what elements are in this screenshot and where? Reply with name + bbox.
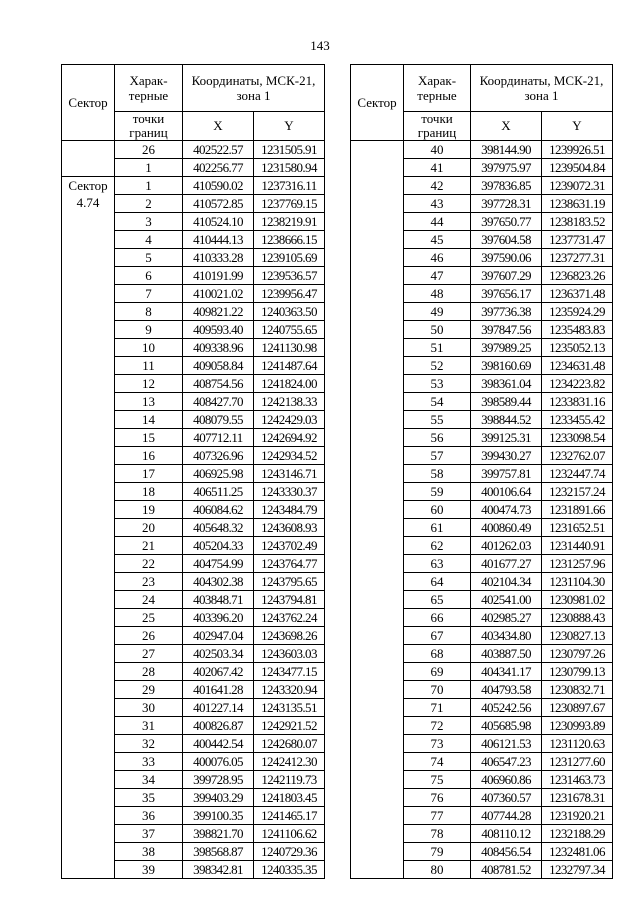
header-coordinates: Координаты, МСК-21, зона 1 [471, 65, 613, 112]
coordinate-x: 408427.70 [183, 393, 254, 411]
coordinate-x: 410572.85 [183, 195, 254, 213]
point-number: 31 [115, 717, 183, 735]
coordinate-x: 407744.28 [471, 807, 542, 825]
coordinate-x: 410191.99 [183, 267, 254, 285]
coordinate-y: 1242412.30 [254, 753, 325, 771]
header-sector: Сектор [62, 65, 115, 141]
coordinate-x: 397656.17 [471, 285, 542, 303]
coordinate-x: 403887.50 [471, 645, 542, 663]
coordinate-y: 1243484.79 [254, 501, 325, 519]
coordinate-x: 397728.31 [471, 195, 542, 213]
coordinate-y: 1243698.26 [254, 627, 325, 645]
coordinate-x: 397604.58 [471, 231, 542, 249]
coordinate-x: 402522.57 [183, 141, 254, 159]
coordinate-x: 403848.71 [183, 591, 254, 609]
point-number: 26 [115, 627, 183, 645]
coordinate-y: 1231891.66 [542, 501, 613, 519]
point-number: 3 [115, 213, 183, 231]
coordinate-x: 397975.97 [471, 159, 542, 177]
coordinate-x: 400106.64 [471, 483, 542, 501]
point-number: 13 [115, 393, 183, 411]
point-number: 63 [404, 555, 471, 573]
coordinate-y: 1240755.65 [254, 321, 325, 339]
coordinate-y: 1243795.65 [254, 573, 325, 591]
header-points-top: Харак-терные [404, 65, 471, 112]
point-number: 19 [115, 501, 183, 519]
point-number: 67 [404, 627, 471, 645]
coordinate-x: 409593.40 [183, 321, 254, 339]
coordinate-x: 408781.52 [471, 861, 542, 879]
coordinate-x: 399728.95 [183, 771, 254, 789]
coordinate-y: 1239956.47 [254, 285, 325, 303]
point-number: 76 [404, 789, 471, 807]
coordinate-y: 1231678.31 [542, 789, 613, 807]
point-number: 74 [404, 753, 471, 771]
coordinate-y: 1239072.31 [542, 177, 613, 195]
coordinate-y: 1235924.29 [542, 303, 613, 321]
coordinate-y: 1238631.19 [542, 195, 613, 213]
coordinate-y: 1231920.21 [542, 807, 613, 825]
coordinate-y: 1232481.06 [542, 843, 613, 861]
coordinate-x: 402541.00 [471, 591, 542, 609]
point-number: 51 [404, 339, 471, 357]
coordinate-x: 403396.20 [183, 609, 254, 627]
coordinate-y: 1241803.45 [254, 789, 325, 807]
point-number: 69 [404, 663, 471, 681]
coordinate-y: 1230888.43 [542, 609, 613, 627]
coordinate-x: 397847.56 [471, 321, 542, 339]
point-number: 77 [404, 807, 471, 825]
coordinate-y: 1230832.71 [542, 681, 613, 699]
coordinate-x: 408079.55 [183, 411, 254, 429]
coordinate-x: 399430.27 [471, 447, 542, 465]
point-number: 23 [115, 573, 183, 591]
coordinate-x: 402067.42 [183, 663, 254, 681]
point-number: 48 [404, 285, 471, 303]
point-number: 80 [404, 861, 471, 879]
header-sector: Сектор [351, 65, 404, 141]
coordinates-table-right [350, 64, 613, 879]
point-number: 38 [115, 843, 183, 861]
sector-cell-empty [351, 141, 404, 879]
point-number: 39 [115, 861, 183, 879]
point-number: 43 [404, 195, 471, 213]
coordinate-y: 1230799.13 [542, 663, 613, 681]
coordinate-y: 1238219.91 [254, 213, 325, 231]
coordinate-y: 1241824.00 [254, 375, 325, 393]
coordinate-y: 1239504.84 [542, 159, 613, 177]
coordinate-x: 402256.77 [183, 159, 254, 177]
point-number: 1 [115, 159, 183, 177]
coordinate-y: 1231120.63 [542, 735, 613, 753]
point-number: 18 [115, 483, 183, 501]
point-number: 54 [404, 393, 471, 411]
coordinate-y: 1235052.13 [542, 339, 613, 357]
coordinate-x: 403434.80 [471, 627, 542, 645]
point-number: 24 [115, 591, 183, 609]
coordinate-y: 1235483.83 [542, 321, 613, 339]
point-number: 79 [404, 843, 471, 861]
point-number: 21 [115, 537, 183, 555]
coordinate-y: 1243330.37 [254, 483, 325, 501]
coordinate-y: 1243135.51 [254, 699, 325, 717]
coordinate-x: 405204.33 [183, 537, 254, 555]
coordinate-x: 404302.38 [183, 573, 254, 591]
point-number: 45 [404, 231, 471, 249]
coordinate-x: 402985.27 [471, 609, 542, 627]
coordinate-y: 1230993.89 [542, 717, 613, 735]
point-number: 26 [115, 141, 183, 159]
coordinate-y: 1232762.07 [542, 447, 613, 465]
point-number: 16 [115, 447, 183, 465]
coordinate-y: 1231440.91 [542, 537, 613, 555]
coordinate-x: 406121.53 [471, 735, 542, 753]
point-number: 15 [115, 429, 183, 447]
coordinate-x: 398568.87 [183, 843, 254, 861]
point-number: 35 [115, 789, 183, 807]
point-number: 44 [404, 213, 471, 231]
coordinate-x: 399403.29 [183, 789, 254, 807]
point-number: 42 [404, 177, 471, 195]
coordinate-x: 397607.29 [471, 267, 542, 285]
coordinate-x: 398160.69 [471, 357, 542, 375]
coordinate-y: 1238666.15 [254, 231, 325, 249]
header-coordinates: Координаты, МСК-21, зона 1 [183, 65, 325, 112]
point-number: 58 [404, 465, 471, 483]
coordinate-y: 1239536.57 [254, 267, 325, 285]
point-number: 8 [115, 303, 183, 321]
coordinate-x: 397736.38 [471, 303, 542, 321]
coordinate-x: 404341.17 [471, 663, 542, 681]
point-number: 55 [404, 411, 471, 429]
coordinate-x: 410021.02 [183, 285, 254, 303]
coordinate-x: 400076.05 [183, 753, 254, 771]
coordinate-x: 398589.44 [471, 393, 542, 411]
coordinate-y: 1243762.24 [254, 609, 325, 627]
coordinate-y: 1233098.54 [542, 429, 613, 447]
coordinate-x: 408456.54 [471, 843, 542, 861]
coordinate-y: 1240363.50 [254, 303, 325, 321]
header-points-bottom: точки границ [115, 112, 183, 141]
coordinate-y: 1231104.30 [542, 573, 613, 591]
point-number: 9 [115, 321, 183, 339]
coordinate-y: 1232188.29 [542, 825, 613, 843]
coordinate-x: 408110.12 [471, 825, 542, 843]
point-number: 68 [404, 645, 471, 663]
point-number: 50 [404, 321, 471, 339]
coordinate-y: 1233455.42 [542, 411, 613, 429]
point-number: 6 [115, 267, 183, 285]
coordinate-y: 1243320.94 [254, 681, 325, 699]
point-number: 1 [115, 177, 183, 195]
coordinates-table-left [61, 64, 325, 879]
coordinate-y: 1242694.92 [254, 429, 325, 447]
point-number: 17 [115, 465, 183, 483]
coordinate-x: 409058.84 [183, 357, 254, 375]
coordinate-x: 406960.86 [471, 771, 542, 789]
coordinate-y: 1234223.82 [542, 375, 613, 393]
coordinate-x: 400860.49 [471, 519, 542, 537]
coordinate-y: 1237277.31 [542, 249, 613, 267]
header-points-bottom: точки границ [404, 112, 471, 141]
coordinate-x: 397590.06 [471, 249, 542, 267]
coordinate-x: 401262.03 [471, 537, 542, 555]
coordinate-x: 398361.04 [471, 375, 542, 393]
coordinate-y: 1239105.69 [254, 249, 325, 267]
table-row [62, 141, 325, 159]
coordinate-y: 1243702.49 [254, 537, 325, 555]
coordinate-x: 408754.56 [183, 375, 254, 393]
coordinate-x: 410524.10 [183, 213, 254, 231]
coordinate-y: 1242429.03 [254, 411, 325, 429]
coordinate-y: 1242138.33 [254, 393, 325, 411]
coordinate-y: 1230827.13 [542, 627, 613, 645]
point-number: 32 [115, 735, 183, 753]
point-number: 70 [404, 681, 471, 699]
coordinate-y: 1240335.35 [254, 861, 325, 879]
coordinate-x: 401641.28 [183, 681, 254, 699]
point-number: 61 [404, 519, 471, 537]
coordinate-x: 404793.58 [471, 681, 542, 699]
coordinate-y: 1243146.71 [254, 465, 325, 483]
coordinate-y: 1242680.07 [254, 735, 325, 753]
point-number: 73 [404, 735, 471, 753]
point-number: 29 [115, 681, 183, 699]
coordinate-y: 1241130.98 [254, 339, 325, 357]
coordinate-y: 1232157.24 [542, 483, 613, 501]
coordinate-y: 1238183.52 [542, 213, 613, 231]
coordinate-y: 1242934.52 [254, 447, 325, 465]
coordinate-x: 398144.90 [471, 141, 542, 159]
coordinate-y: 1242119.73 [254, 771, 325, 789]
point-number: 64 [404, 573, 471, 591]
coordinate-x: 410590.02 [183, 177, 254, 195]
point-number: 7 [115, 285, 183, 303]
point-number: 40 [404, 141, 471, 159]
header-x: X [183, 112, 254, 141]
coordinate-y: 1243794.81 [254, 591, 325, 609]
coordinate-y: 1231580.94 [254, 159, 325, 177]
coordinate-x: 400442.54 [183, 735, 254, 753]
point-number: 72 [404, 717, 471, 735]
point-number: 46 [404, 249, 471, 267]
coordinate-x: 407326.96 [183, 447, 254, 465]
coordinate-y: 1231257.96 [542, 555, 613, 573]
coordinate-y: 1234631.48 [542, 357, 613, 375]
coordinate-x: 409338.96 [183, 339, 254, 357]
coordinate-y: 1231505.91 [254, 141, 325, 159]
point-number: 75 [404, 771, 471, 789]
coordinate-y: 1232797.34 [542, 861, 613, 879]
coordinate-x: 397650.77 [471, 213, 542, 231]
point-number: 27 [115, 645, 183, 663]
coordinate-y: 1230797.26 [542, 645, 613, 663]
page-number: 143 [310, 38, 330, 53]
point-number: 30 [115, 699, 183, 717]
coordinate-x: 400474.73 [471, 501, 542, 519]
point-number: 49 [404, 303, 471, 321]
coordinate-x: 406925.98 [183, 465, 254, 483]
coordinate-x: 399757.81 [471, 465, 542, 483]
coordinate-y: 1233831.16 [542, 393, 613, 411]
point-number: 2 [115, 195, 183, 213]
coordinate-y: 1237769.15 [254, 195, 325, 213]
coordinate-x: 402947.04 [183, 627, 254, 645]
coordinate-y: 1241465.17 [254, 807, 325, 825]
point-number: 47 [404, 267, 471, 285]
coordinate-x: 398821.70 [183, 825, 254, 843]
coordinate-y: 1241487.64 [254, 357, 325, 375]
coordinate-x: 402104.34 [471, 573, 542, 591]
coordinate-x: 404754.99 [183, 555, 254, 573]
coordinate-y: 1231652.51 [542, 519, 613, 537]
point-number: 65 [404, 591, 471, 609]
coordinate-y: 1231463.73 [542, 771, 613, 789]
coordinate-x: 410444.13 [183, 231, 254, 249]
coordinate-x: 410333.28 [183, 249, 254, 267]
header-y: Y [254, 112, 325, 141]
point-number: 37 [115, 825, 183, 843]
coordinate-x: 400826.87 [183, 717, 254, 735]
point-number: 33 [115, 753, 183, 771]
point-number: 71 [404, 699, 471, 717]
coordinate-y: 1243764.77 [254, 555, 325, 573]
coordinate-y: 1242921.52 [254, 717, 325, 735]
coordinate-x: 401227.14 [183, 699, 254, 717]
point-number: 62 [404, 537, 471, 555]
coordinate-y: 1231277.60 [542, 753, 613, 771]
point-number: 34 [115, 771, 183, 789]
point-number: 59 [404, 483, 471, 501]
point-number: 14 [115, 411, 183, 429]
point-number: 36 [115, 807, 183, 825]
point-number: 41 [404, 159, 471, 177]
point-number: 12 [115, 375, 183, 393]
sector-cell-empty [62, 141, 115, 177]
point-number: 25 [115, 609, 183, 627]
point-number: 78 [404, 825, 471, 843]
point-number: 52 [404, 357, 471, 375]
header-x: X [471, 112, 542, 141]
point-number: 60 [404, 501, 471, 519]
coordinate-y: 1237316.11 [254, 177, 325, 195]
coordinate-x: 405685.98 [471, 717, 542, 735]
table-row [62, 177, 325, 195]
coordinate-y: 1236823.26 [542, 267, 613, 285]
coordinate-y: 1236371.48 [542, 285, 613, 303]
coordinate-y: 1239926.51 [542, 141, 613, 159]
coordinate-x: 397989.25 [471, 339, 542, 357]
sector-label: Сектор 4.74 [62, 177, 115, 879]
point-number: 66 [404, 609, 471, 627]
point-number: 20 [115, 519, 183, 537]
coordinate-y: 1230981.02 [542, 591, 613, 609]
coordinate-x: 398844.52 [471, 411, 542, 429]
header-points-top: Харак-терные [115, 65, 183, 112]
coordinate-x: 401677.27 [471, 555, 542, 573]
table-row [351, 141, 613, 159]
point-number: 57 [404, 447, 471, 465]
coordinate-x: 398342.81 [183, 861, 254, 879]
coordinate-y: 1243477.15 [254, 663, 325, 681]
coordinate-x: 407712.11 [183, 429, 254, 447]
point-number: 11 [115, 357, 183, 375]
coordinate-y: 1241106.62 [254, 825, 325, 843]
point-number: 22 [115, 555, 183, 573]
coordinate-y: 1232447.74 [542, 465, 613, 483]
header-y: Y [542, 112, 613, 141]
coordinate-y: 1240729.36 [254, 843, 325, 861]
coordinate-x: 406511.25 [183, 483, 254, 501]
point-number: 10 [115, 339, 183, 357]
point-number: 28 [115, 663, 183, 681]
coordinate-x: 406084.62 [183, 501, 254, 519]
point-number: 5 [115, 249, 183, 267]
coordinate-x: 407360.57 [471, 789, 542, 807]
point-number: 4 [115, 231, 183, 249]
point-number: 56 [404, 429, 471, 447]
coordinate-y: 1237731.47 [542, 231, 613, 249]
coordinate-x: 406547.23 [471, 753, 542, 771]
coordinate-x: 402503.34 [183, 645, 254, 663]
coordinate-x: 397836.85 [471, 177, 542, 195]
coordinate-x: 405648.32 [183, 519, 254, 537]
coordinate-x: 405242.56 [471, 699, 542, 717]
coordinate-y: 1243608.93 [254, 519, 325, 537]
coordinate-x: 399100.35 [183, 807, 254, 825]
coordinate-x: 399125.31 [471, 429, 542, 447]
coordinate-x: 409821.22 [183, 303, 254, 321]
point-number: 53 [404, 375, 471, 393]
coordinate-y: 1230897.67 [542, 699, 613, 717]
coordinate-y: 1243603.03 [254, 645, 325, 663]
